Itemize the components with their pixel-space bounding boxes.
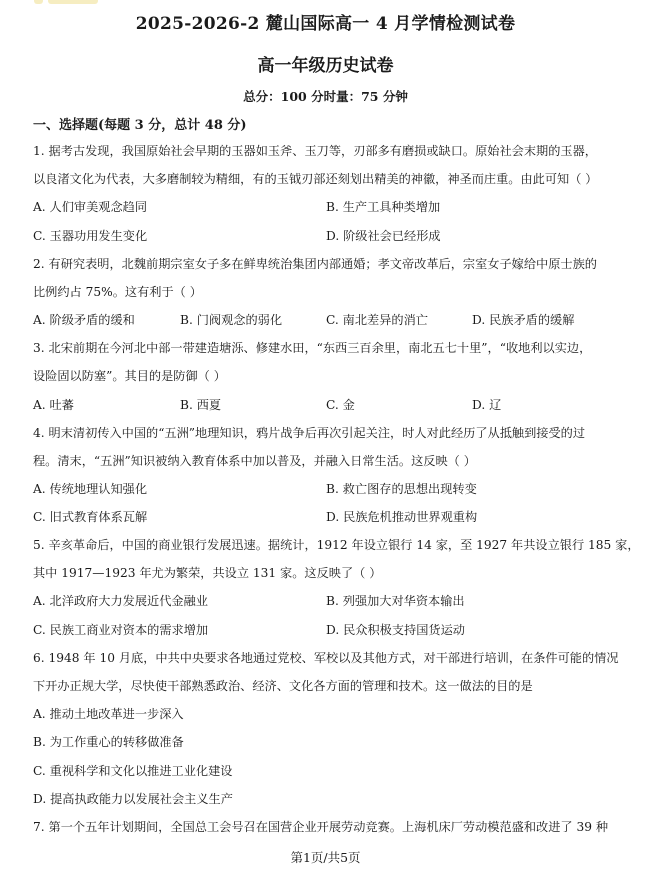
question-3-line-2: 设险固以防塞”。其目的是防御（ ） xyxy=(33,369,226,383)
question-5-option-b: B. 列强加大对华资本输出 xyxy=(326,594,465,608)
question-3-option-c: C. 金 xyxy=(326,398,355,412)
question-6-option-d: D. 提高执政能力以发展社会主义生产 xyxy=(33,792,233,806)
question-2-option-c: C. 南北差异的消亡 xyxy=(326,313,428,327)
score-info: 总分：100 分时量：75 分钟 xyxy=(243,89,408,104)
question-1-option-c: C. 玉器功用发生变化 xyxy=(33,229,148,243)
page-footer: 第1页/共5页 xyxy=(290,850,361,865)
question-5-line-2: 其中 1917—1923 年尤为繁荣，共设立 131 家。这反映了（ ） xyxy=(33,566,382,580)
question-4-line-2: 程。清末，“五洲”知识被纳入教育体系中加以普及，并融入日常生活。这反映（ ） xyxy=(33,454,476,468)
question-4-option-b: B. 救亡图存的思想出现转变 xyxy=(326,482,477,496)
question-3-line-1: 3. 北宋前期在今河北中部一带建造塘泺、修建水田，“东西三百余里，南北五七十里”，“收地利以实边， xyxy=(33,341,592,355)
watermark-logo xyxy=(34,0,104,5)
question-3-option-a: A. 吐蕃 xyxy=(33,398,74,412)
section-title: 一、选择题(每题 3 分，总计 48 分) xyxy=(33,118,247,133)
question-7-line-1: 7. 第一个五年计划期间，全国总工会号召在国营企业开展劳动竞赛。上海机床厂劳动模范盛和改进了 39 种 xyxy=(33,820,609,834)
question-4-option-a: A. 传统地理认知强化 xyxy=(33,482,148,496)
question-2-option-a: A. 阶级矛盾的缓和 xyxy=(33,313,135,327)
question-5-option-a: A. 北洋政府大力发展近代金融业 xyxy=(33,594,208,608)
question-1-line-2: 以良渚文化为代表，大多磨制较为精细，有的玉钺刃部还刻划出精美的神徽，神圣而庄重。由此可知（ ） xyxy=(33,172,598,186)
question-1-line-1: 1. 据考古发现，我国原始社会早期的玉器如玉斧、玉刀等，刃部多有磨损或缺口。原始社会末期的玉器， xyxy=(33,144,597,158)
question-5-option-d: D. 民众积极支持国货运动 xyxy=(326,623,465,637)
question-6-line-2: 下开办正规大学，尽快使干部熟悉政治、经济、文化各方面的管理和技术。这一做法的目的是 xyxy=(33,679,533,693)
question-4-line-1: 4. 明末清初传入中国的“五洲”地理知识，鸦片战争后再次引起关注，时人对此经历了从抵触到接受的过 xyxy=(33,426,586,440)
exam-title: 2025-2026-2 麓山国际高一 4 月学情检测试卷 xyxy=(135,14,516,34)
question-6-option-b: B. 为工作重心的转移做准备 xyxy=(33,735,184,749)
question-4-option-c: C. 旧式教育体系瓦解 xyxy=(33,510,148,524)
question-1-option-d: D. 阶级社会已经形成 xyxy=(326,229,441,243)
question-3-option-b: B. 西夏 xyxy=(180,398,222,412)
question-6-option-a: A. 推动土地改革进一步深入 xyxy=(33,707,184,721)
question-5-option-c: C. 民族工商业对资本的需求增加 xyxy=(33,623,209,637)
question-2-line-1: 2. 有研究表明，北魏前期宗室女子多在鲜卑统治集团内部通婚；孝文帝改革后，宗室女子嫁给中原士族的 xyxy=(33,257,597,271)
question-2-line-2: 比例约占 75%。这有利于（ ） xyxy=(33,285,202,299)
question-1-option-b: B. 生产工具种类增加 xyxy=(326,200,441,214)
question-6-line-1: 6. 1948 年 10 月底，中共中央要求各地通过党校、军校以及其他方式，对干部进行培训，在条件可能的情况 xyxy=(33,651,619,665)
question-2-option-d: D. 民族矛盾的缓解 xyxy=(472,313,575,327)
question-6-option-c: C. 重视科学和文化以推进工业化建设 xyxy=(33,764,233,778)
question-2-option-b: B. 门阀观念的弱化 xyxy=(180,313,283,327)
exam-subtitle: 高一年级历史试卷 xyxy=(257,56,394,76)
question-4-option-d: D. 民族危机推动世界观重构 xyxy=(326,510,478,524)
question-5-line-1: 5. 辛亥革命后，中国的商业银行发展迅速。据统计，1912 年设立银行 14 家，至 1927 年共设立银行 185 家， xyxy=(33,538,640,552)
question-3-option-d: D. 辽 xyxy=(472,398,502,412)
question-1-option-a: A. 人们审美观念趋同 xyxy=(33,200,148,214)
